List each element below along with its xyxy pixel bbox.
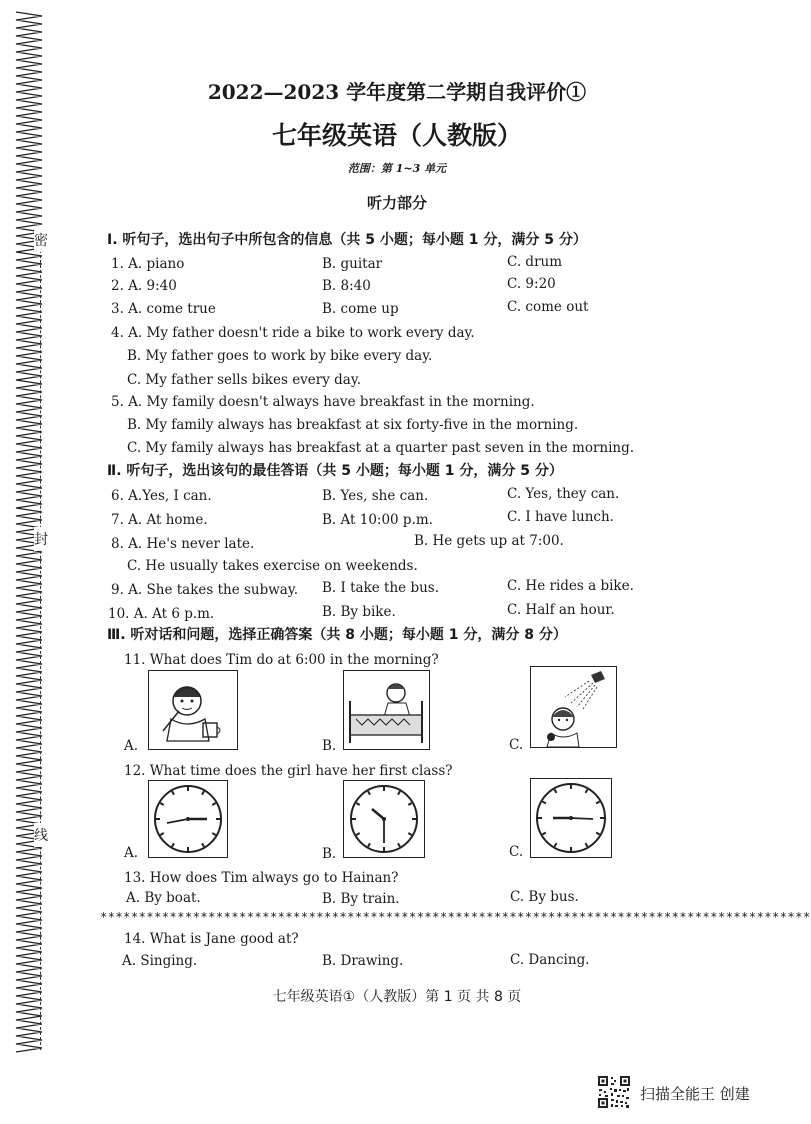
q1-option-c: C. drum — [507, 254, 563, 270]
exam-subtitle: 七年级英语（人教版） — [271, 121, 522, 150]
q9-option-b: B. I take the bus. — [322, 580, 440, 596]
q8-option-a: 8. A. He's never late. — [111, 536, 255, 552]
q4-option-a: 4. A. My father doesn't ride a bike to work every day. — [111, 325, 475, 341]
boy-in-bed-picture — [343, 670, 430, 750]
q8-option-b: B. He gets up at 7:00. — [414, 533, 564, 549]
q6-option-a: 6. A.Yes, I can. — [111, 488, 212, 504]
q13-question: 13. How does Tim always go to Hainan? — [124, 870, 399, 886]
q11-label-a: A. — [124, 738, 139, 754]
q12-label-b: B. — [322, 846, 337, 862]
q4-option-b: B. My father goes to work by bike every day. — [127, 348, 433, 364]
q14-option-a: A. Singing. — [122, 953, 198, 969]
q7-option-b: B. At 10:00 p.m. — [322, 512, 433, 528]
q2-option-a: 2. A. 9:40 — [111, 278, 177, 294]
section-3-heading: Ⅲ. 听对话和问题，选择正确答案（共 8 小题；每小题 1 分，满分 8 分） — [107, 627, 567, 643]
q8-option-c: C. He usually takes exercise on weekends. — [127, 558, 418, 574]
q3-option-b: B. come up — [322, 301, 399, 317]
q4-option-c: C. My father sells bikes every day. — [127, 372, 361, 388]
binding-dashed-line — [40, 250, 41, 1050]
q14-question: 14. What is Jane good at? — [124, 931, 299, 947]
q7-option-c: C. I have lunch. — [507, 509, 614, 525]
scanner-watermark: 扫描全能王 创建 — [640, 1085, 750, 1103]
q2-option-c: C. 9:20 — [507, 276, 556, 292]
q6-option-c: C. Yes, they can. — [507, 486, 620, 502]
q10-option-a: 10. A. At 6 p.m. — [108, 606, 215, 622]
exam-title: 2022—2023 学年度第二学期自我评价① — [207, 80, 587, 104]
q12-label-a: A. — [124, 845, 139, 861]
q11-label-c: C. — [509, 737, 524, 753]
exam-scope: 范围：第 1~3 单元 — [347, 162, 447, 175]
star-divider: ******************************************************************************************** — [100, 910, 811, 924]
binding-mark-feng: 封 — [34, 527, 48, 551]
q5-option-b: B. My family always has breakfast at six forty-five in the morning. — [127, 417, 579, 433]
q10-option-c: C. Half an hour. — [507, 602, 615, 618]
clock-picture-a — [148, 780, 228, 858]
q3-option-c: C. come out — [507, 299, 589, 315]
q6-option-b: B. Yes, she can. — [322, 488, 429, 504]
qr-code-icon — [597, 1075, 631, 1109]
q12-label-c: C. — [509, 844, 524, 860]
section-1-heading: Ⅰ. 听句子，选出句子中所包含的信息（共 5 小题；每小题 1 分，满分 5 分） — [107, 232, 587, 248]
boy-showering-picture — [530, 666, 617, 748]
binding-mark-mi: 密 — [34, 228, 48, 252]
q9-option-a: 9. A. She takes the subway. — [111, 582, 298, 598]
page-footer: 七年级英语①（人教版）第 1 页 共 8 页 — [272, 989, 522, 1005]
q14-option-c: C. Dancing. — [510, 952, 590, 968]
q3-option-a: 3. A. come true — [111, 301, 216, 317]
section-2-heading: Ⅱ. 听句子，选出该句的最佳答语（共 5 小题；每小题 1 分，满分 5 分） — [107, 463, 563, 479]
part-heading: 听力部分 — [366, 194, 427, 212]
q1-option-b: B. guitar — [322, 256, 383, 272]
q2-option-b: B. 8:40 — [322, 278, 371, 294]
boy-eating-picture — [148, 670, 238, 750]
binding-mark-xian: 线 — [34, 823, 48, 847]
q1-option-a: 1. A. piano — [111, 256, 185, 272]
q12-question: 12. What time does the girl have her first class? — [124, 763, 453, 779]
clock-picture-c — [530, 778, 612, 858]
q14-option-b: B. Drawing. — [322, 953, 404, 969]
q5-option-a: 5. A. My family doesn't always have breakfast in the morning. — [111, 394, 535, 410]
q5-option-c: C. My family always has breakfast at a quarter past seven in the morning. — [127, 440, 635, 456]
q13-option-a: A. By boat. — [126, 890, 201, 906]
q10-option-b: B. By bike. — [322, 604, 396, 620]
q13-option-b: B. By train. — [322, 891, 400, 907]
q13-option-c: C. By bus. — [510, 889, 579, 905]
q7-option-a: 7. A. At home. — [111, 512, 208, 528]
q9-option-c: C. He rides a bike. — [507, 578, 634, 594]
q11-label-b: B. — [322, 738, 337, 754]
q11-question: 11. What does Tim do at 6:00 in the morning? — [124, 652, 439, 668]
clock-picture-b — [343, 780, 425, 858]
